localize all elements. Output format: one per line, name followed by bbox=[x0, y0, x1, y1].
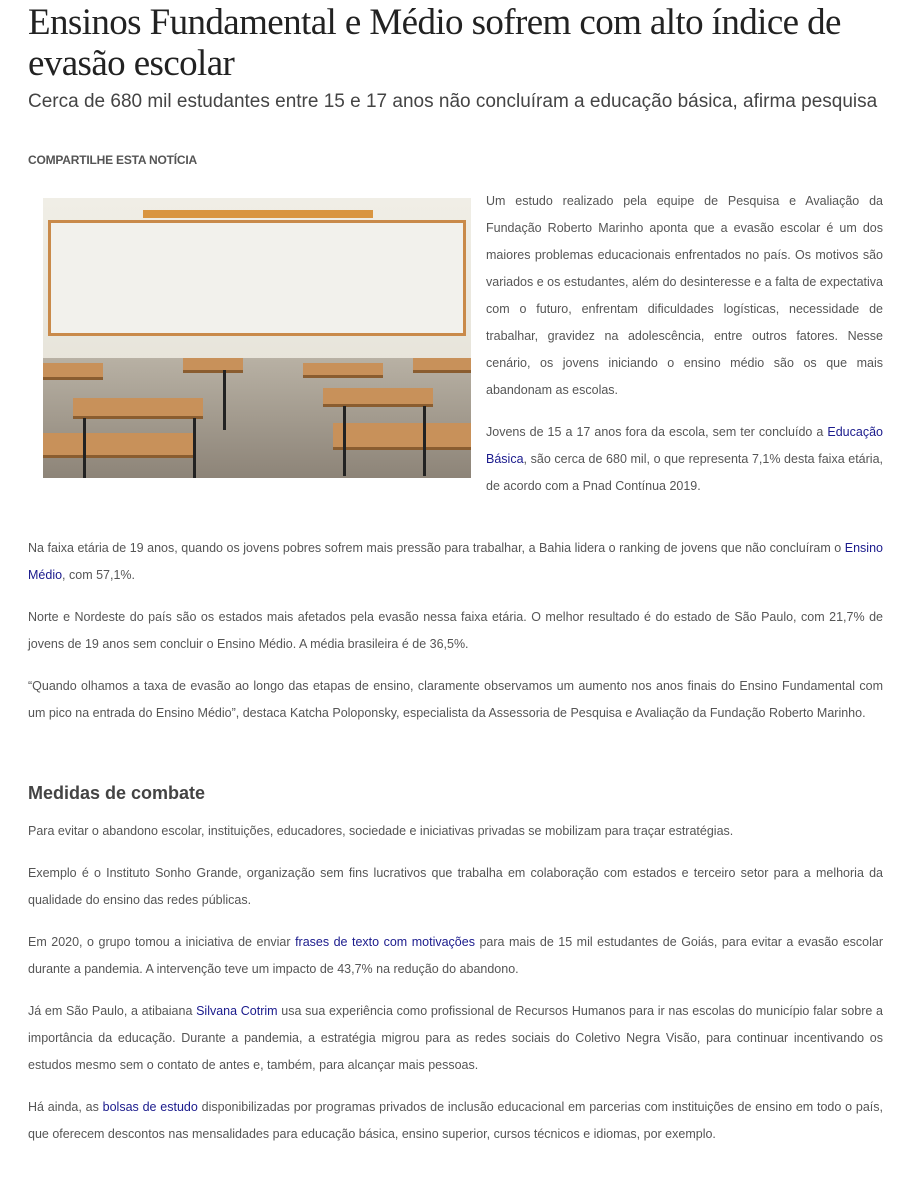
paragraph-text: , com 57,1%. bbox=[62, 568, 135, 582]
article-paragraph bbox=[28, 673, 883, 727]
article-paragraph bbox=[28, 1094, 883, 1148]
inline-link[interactable]: frases de texto com motivações bbox=[295, 935, 475, 949]
paragraph-text: Já em São Paulo, a atibaiana bbox=[28, 1004, 197, 1018]
inline-link[interactable]: Educação Básica bbox=[486, 425, 883, 466]
paragraph-text: usa sua experiência como profissional de Recursos Humanos para ir nas escolas do município falar sobre a importância da educação. Durante a pandemia, a estratégia migrou para as redes sociais do Coletivo Negra Visão, para continuar incentivando os estudos mesmo sem o contato de antes e, também, para alcançar mais pessoas. bbox=[28, 1004, 883, 1072]
article-paragraph bbox=[28, 535, 883, 589]
article-paragraph bbox=[486, 188, 883, 404]
inline-link[interactable]: bolsas de estudo bbox=[102, 1100, 198, 1114]
paragraph-text: Norte e Nordeste do país são os estados mais afetados pela evasão nessa faixa etária. O melhor resultado é do estado de São Paulo, com 21,7% de jovens de 19 anos sem concluir o Ensino Médio. A média brasileira é de 36,5%. bbox=[28, 610, 883, 651]
article-paragraph bbox=[28, 860, 883, 914]
paragraph-text: Jovens de 15 a 17 anos fora da escola, sem ter concluído a bbox=[486, 425, 828, 439]
paragraph-text: “Quando olhamos a taxa de evasão ao longo das etapas de ensino, claramente observamos um aumento nos anos finais do Ensino Fundamental com um pico na entrada do Ensino Médio”, destaca Katcha Poloponsky, especialista da Assessoria de Pesquisa e Avaliação da Fundação Roberto Marinho. bbox=[28, 679, 883, 720]
inline-link[interactable]: Silvana Cotrim bbox=[196, 1004, 278, 1018]
paragraph-text: disponibilizadas por programas privados de inclusão educacional em parcerias com instituições de ensino em todo o país, que oferecem descontos nas mensalidades para educação básica, ensino superior, cursos técnicos e idiomas, por exemplo. bbox=[28, 1100, 883, 1141]
paragraph-text: , são cerca de 680 mil, o que representa 7,1% desta faixa etária, de acordo com a Pnad Contínua 2019. bbox=[486, 452, 883, 493]
paragraph-text: Um estudo realizado pela equipe de Pesquisa e Avaliação da Fundação Roberto Marinho aponta que a evasão escolar é um dos maiores problemas educacionais enfrentados no país. Os motivos são variados e os estudantes, além do desinteresse e a falta de expectativa com o futuro, enfrentam dificuldades logísticas, necessidade de trabalhar, gravidez na adolescência, entre outros fatores. Nesse cenário, os jovens iniciando o ensino médio são os que mais abandonam as escolas. bbox=[486, 194, 883, 397]
paragraph-text: Exemplo é o Instituto Sonho Grande, organização sem fins lucrativos que trabalha em colaboração com estados e terceiro setor para a melhoria da qualidade do ensino das redes públicas. bbox=[28, 866, 883, 907]
share-label: COMPARTILHE ESTA NOTÍCIA bbox=[28, 153, 197, 167]
classroom-photo bbox=[43, 198, 471, 478]
article-title: Ensinos Fundamental e Médio sofrem com alto índice de evasão escolar bbox=[28, 2, 841, 84]
article-paragraph bbox=[28, 998, 883, 1079]
article-paragraph bbox=[486, 419, 883, 500]
article-paragraph bbox=[28, 604, 883, 658]
article-paragraph bbox=[28, 929, 883, 983]
article-subtitle: Cerca de 680 mil estudantes entre 15 e 17 anos não concluíram a educação básica, afirma pesquisa bbox=[28, 91, 878, 112]
lead-column bbox=[471, 188, 883, 515]
article-paragraph bbox=[28, 818, 883, 845]
paragraph-text: Para evitar o abandono escolar, instituições, educadores, sociedade e iniciativas privadas se mobilizam para traçar estratégias. bbox=[28, 824, 734, 838]
paragraph-text: Na faixa etária de 19 anos, quando os jovens pobres sofrem mais pressão para trabalhar, a Bahia lidera o ranking de jovens que não concluíram o bbox=[28, 541, 845, 555]
section-heading: Medidas de combate bbox=[28, 783, 206, 803]
paragraph-text: Em 2020, o grupo tomou a iniciativa de enviar bbox=[28, 935, 296, 949]
paragraph-text: para mais de 15 mil estudantes de Goiás, para evitar a evasão escolar durante a pandemia. A intervenção teve um impacto de 43,7% na redução do abandono. bbox=[28, 935, 883, 976]
paragraph-text: Há ainda, as bbox=[28, 1100, 103, 1114]
inline-link[interactable]: Ensino Médio bbox=[28, 541, 883, 582]
